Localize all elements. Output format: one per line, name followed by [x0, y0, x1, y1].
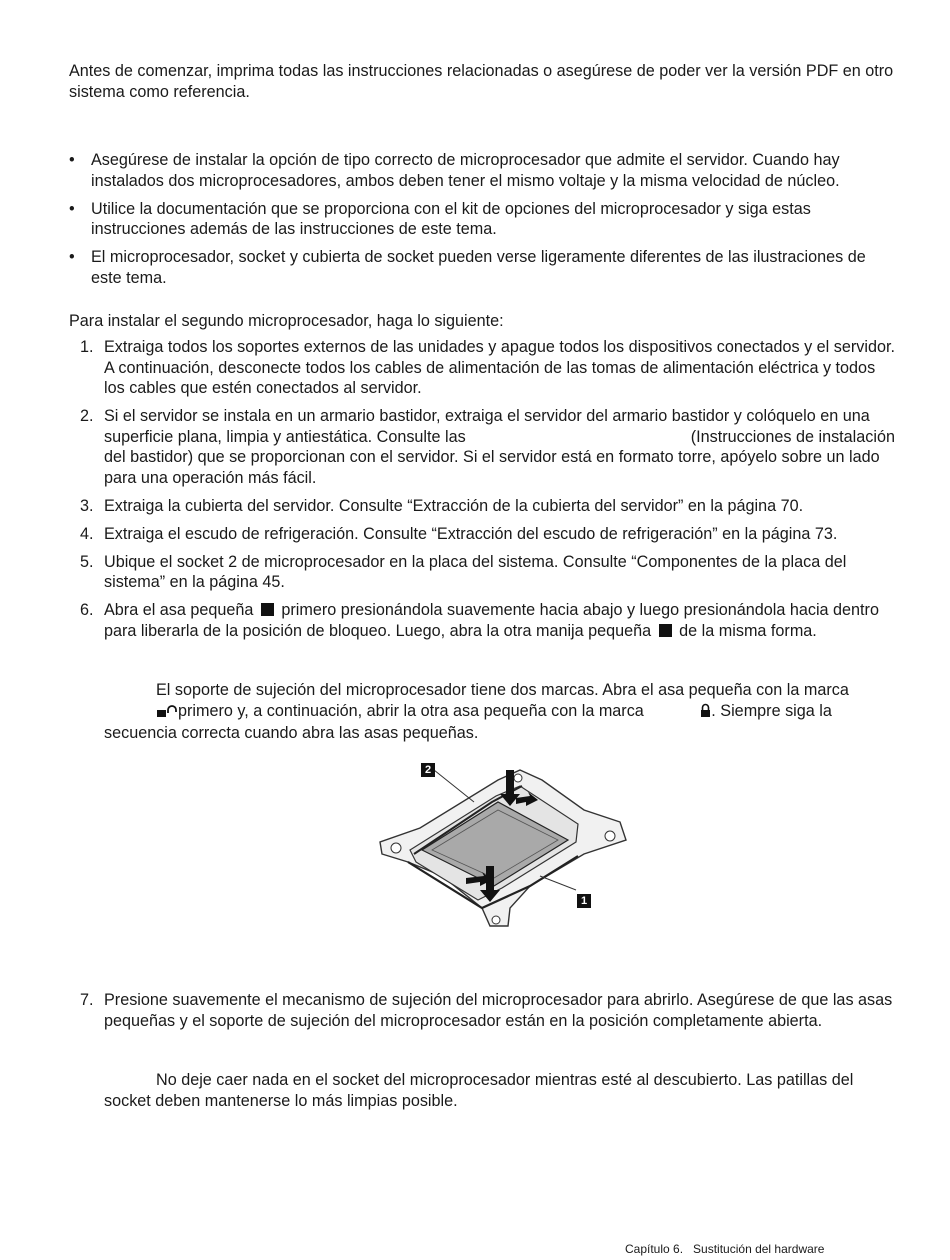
step-item: [69, 406, 899, 488]
black-square-icon: [659, 624, 672, 637]
step-item: [69, 600, 899, 641]
black-square-icon: [261, 603, 274, 616]
step-number: 6.: [80, 601, 94, 619]
step-item: [69, 524, 899, 545]
step-number: 1.: [80, 338, 94, 356]
page-footer: [625, 1242, 824, 1256]
step-text: Ubique el socket 2 de microprocesador en la placa del sistema. Consulte “Componentes de la placa del sistema” en la página 45.: [104, 552, 847, 591]
step-6-note: [104, 680, 904, 744]
step-text: Abra el asa pequeña: [104, 601, 254, 619]
bullet-item: • Utilice la documentación que se proporciona con el kit de opciones del microprocesador y siga estas instrucciones además de las instrucciones de este tema.: [69, 199, 899, 240]
step-text: Presione suavemente el mecanismo de sujeción del microprocesador para abrirlo. Asegúrese de que las asas pequeñas y el soporte de sujeción del microprocesador están en la posición completamente abierta.: [104, 991, 893, 1030]
step-text: de la misma forma.: [679, 621, 817, 640]
step-text: Extraiga la cubierta del servidor. Consulte “Extracción de la cubierta del servidor” en la página 70.: [104, 496, 804, 515]
bullet-list: [69, 150, 899, 296]
step-item: [69, 496, 899, 517]
bullet-item: • El microprocesador, socket y cubierta de socket pueden verse ligeramente diferentes de las ilustraciones de este tema.: [69, 247, 899, 288]
callout-2: 2: [421, 763, 435, 777]
step-text: Si el servidor se instala en un armario bastidor, extraiga el servidor del armario bastidor y colóquelo en una superficie plana, limpia y antiestática. Consulte las: [104, 407, 870, 446]
procedure-intro: Para instalar el segundo microprocesador, haga lo siguiente:: [69, 312, 504, 330]
intro-paragraph: Antes de comenzar, imprima todas las instrucciones relacionadas o asegúrese de poder ver la versión PDF en otro sistema como referencia.: [69, 62, 894, 101]
step-number: 3.: [80, 496, 94, 515]
step-text: Extraiga todos los soportes externos de las unidades y apague todos los dispositivos conectados y el servidor. A continuación, desconecte todos los cables de alimentación de las tomas de alimentación eléctrica y todos los cables que estén conectados al servidor.: [104, 338, 895, 397]
note-text: primero y, a continuación, abrir la otra asa pequeña con la marca: [178, 701, 644, 720]
step-item: [69, 552, 899, 593]
step-list: [69, 337, 899, 649]
step-item: [69, 337, 899, 399]
step-list-continued: [69, 990, 899, 1039]
step-text: primero presionándola suavemente hacia abajo y luego presionándola hacia dentro para liberarla de la posición de bloqueo. Luego, abra la otra manija pequeña: [104, 601, 879, 640]
note-text: El soporte de sujeción del microprocesador tiene dos marcas. Abra el asa pequeña con la marca: [156, 681, 849, 699]
callout-1: 1: [577, 894, 591, 908]
step-number: 4.: [80, 524, 94, 543]
step-7-note: No deje caer nada en el socket del microprocesador mientras esté al descubierto. Las patillas del socket deben mantenerse lo más limpias posible.: [104, 1071, 854, 1110]
step-number: 7.: [80, 991, 94, 1009]
note-text: . Siempre siga la secuencia correcta cuando abra las asas pequeñas.: [104, 701, 832, 742]
step-number: 2.: [80, 407, 94, 425]
lock-icon: [648, 703, 711, 724]
step-item: [69, 990, 899, 1031]
socket-illustration: [370, 758, 640, 936]
bullet-item: • Asegúrese de instalar la opción de tipo correcto de microprocesador que admite el servidor. Cuando hay instalados dos microprocesadores, ambos deben tener el mismo voltaje y la misma velocidad de núcleo.: [69, 150, 899, 191]
step-number: 5.: [80, 552, 94, 571]
step-text: (Instrucciones de instalación del bastidor) que se proporcionan con el servidor. Si el servidor está en formato torre, apóyelo sobre un lado para una operación más fácil.: [104, 427, 895, 487]
footer-chapter: Capítulo 6.: [625, 1242, 684, 1256]
footer-title: Sustitución del hardware: [693, 1242, 825, 1256]
unlock-icon: [104, 703, 178, 724]
step-text: Extraiga el escudo de refrigeración. Consulte “Extracción del escudo de refrigeración” en la página 73.: [104, 524, 838, 543]
